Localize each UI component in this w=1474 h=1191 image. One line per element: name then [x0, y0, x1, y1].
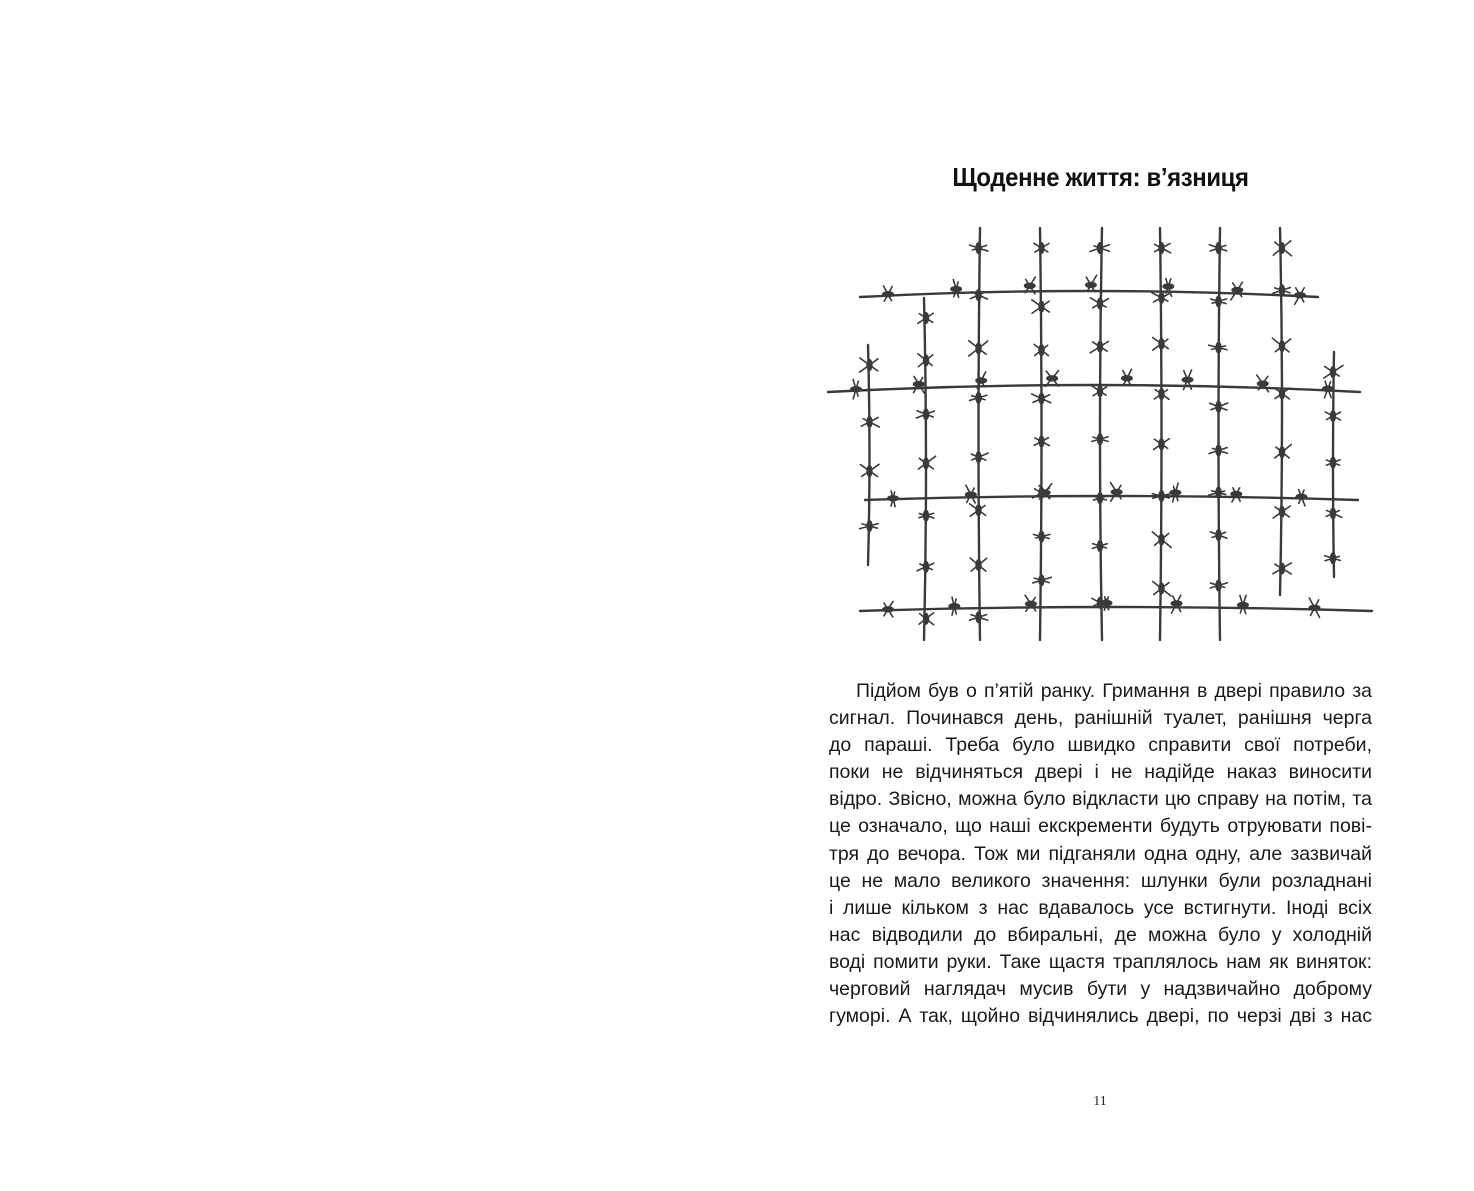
wire-barb [1152, 532, 1171, 548]
wire-barb [1032, 300, 1049, 313]
wire-barb [1230, 488, 1242, 502]
wire-barb [882, 601, 894, 617]
wire-barb [1273, 241, 1291, 256]
wire-barb [1033, 574, 1052, 586]
wire-barb [1085, 275, 1097, 291]
body-line: тря до вечора. Тож ми підганяли одна одну, але зазвичай [829, 842, 1372, 865]
wire-barb [1272, 338, 1290, 352]
wire-barb [1034, 242, 1049, 254]
body-paragraph [829, 678, 1372, 1030]
wire-barb [1121, 369, 1133, 385]
wire-barb [860, 464, 879, 477]
wire-barb [1093, 492, 1107, 504]
wire-barb [970, 392, 987, 404]
wire-strand [868, 345, 870, 565]
wire-barb [1091, 385, 1106, 397]
wire-barb [1154, 242, 1170, 254]
wire-barb [1092, 433, 1108, 445]
wire-barb [1237, 595, 1249, 613]
wire-barb [1034, 344, 1048, 356]
chapter-title: Щоденне життя: в’язниця [952, 162, 1249, 192]
wire-barb [970, 504, 986, 516]
wire-barb [1257, 375, 1269, 392]
wire-barb [860, 520, 879, 532]
body-line: відро. Звісно, можна було відкласти цю справу на потім, та [829, 788, 1372, 811]
wire-barb [887, 491, 899, 507]
wire-barb [1154, 388, 1169, 400]
wire-barb [948, 597, 960, 615]
wire-barb [1090, 298, 1108, 310]
body-line: гуморі. А так, щойно відчинялись двері, по черзі дві з нас [829, 1005, 1372, 1028]
wire-barb [1153, 338, 1169, 351]
wire-barb [1211, 295, 1227, 307]
body-line: і лише кільком з нас вдавалось усе встигнути. Іноді всіх [829, 896, 1372, 919]
body-line: сигнал. Починався день, ранішній туалет, ранішня черга [829, 707, 1372, 730]
wire-barb [1322, 381, 1334, 398]
wire-barb [971, 289, 988, 301]
wire-barb [1326, 507, 1341, 519]
body-line: до параші. Треба було швидко справити свої потреби, [829, 734, 1372, 757]
wire-strand [860, 291, 1318, 297]
wire-barb [917, 561, 934, 573]
body-line: черговий наглядач мусив бути у надзвичайно доброму [829, 978, 1372, 1001]
wire-barb [1092, 540, 1107, 552]
wire-barb [1210, 401, 1228, 413]
wire-barb [913, 376, 925, 393]
page-number: 11 [1093, 1094, 1107, 1109]
barbed-wire-grid-icon [820, 220, 1380, 650]
wire-barb [969, 341, 988, 356]
body-line: це не мало великого значення: шлунки були розладнані [829, 869, 1372, 892]
wire-barb [1275, 387, 1290, 399]
wire-strand [1160, 228, 1162, 640]
wire-barb [1273, 506, 1290, 518]
body-line: нас відводили до вбиральні, де можна було у холодній [829, 923, 1372, 946]
wire-barb [1034, 531, 1050, 543]
wire-barb [1032, 392, 1051, 404]
wire-barb [1209, 242, 1226, 254]
wire-barb [1153, 581, 1171, 595]
wire-barb [860, 358, 879, 372]
wire-barb [1325, 552, 1341, 564]
wire-barb [1169, 483, 1181, 502]
wire-barb [1210, 529, 1227, 541]
wire-barb [1324, 365, 1343, 378]
wire-barb [1210, 580, 1227, 592]
wire-barb [970, 242, 988, 254]
body-line: поки не відчиняться двері і не надійде наказ виносити [829, 761, 1372, 784]
wire-barb [1231, 282, 1243, 300]
wire-barb [1154, 438, 1170, 450]
wire-barb [1295, 490, 1307, 506]
wire-barb [918, 312, 933, 324]
wire-barb [882, 286, 894, 301]
wire-barb [1034, 435, 1049, 447]
wire-barb [918, 354, 933, 367]
body-line: воді помити руки. Таке щастя траплялось нам як виняток: [829, 950, 1372, 973]
wire-barb [1273, 562, 1291, 574]
wire-barb [1325, 410, 1340, 422]
wire-barb [1171, 595, 1183, 613]
wire-barb [1326, 457, 1340, 469]
wire-barb [916, 408, 934, 420]
wire-barb [1046, 371, 1059, 387]
body-line: це означало, що наші екскременти будуть отруювати пові- [829, 815, 1372, 838]
wire-barb [950, 280, 962, 298]
wire-barb [850, 380, 862, 399]
wire-barb [1111, 483, 1123, 502]
wire-barb [971, 451, 988, 463]
wire-barb [919, 510, 934, 522]
wire-barb [965, 485, 977, 503]
wire-barb [861, 416, 879, 428]
wire-strand [860, 607, 1372, 611]
wire-barb [1209, 444, 1227, 456]
wire-barb [1090, 242, 1109, 254]
wire-barb [919, 613, 934, 625]
wire-barb [1309, 598, 1321, 617]
wire-barb [1209, 342, 1227, 354]
wire-barb [1090, 341, 1108, 353]
wire-barb [1275, 444, 1292, 458]
wire-strand [1219, 228, 1221, 640]
wire-barb [1294, 288, 1306, 304]
wire-barb [970, 611, 988, 623]
body-line: Підйом був о п’ятій ранку. Гримання в двері правило за [856, 680, 1372, 702]
wire-barb [918, 456, 935, 469]
wire-strand [1280, 228, 1282, 595]
wire-barb [970, 558, 987, 571]
wire-barb [1025, 595, 1037, 611]
